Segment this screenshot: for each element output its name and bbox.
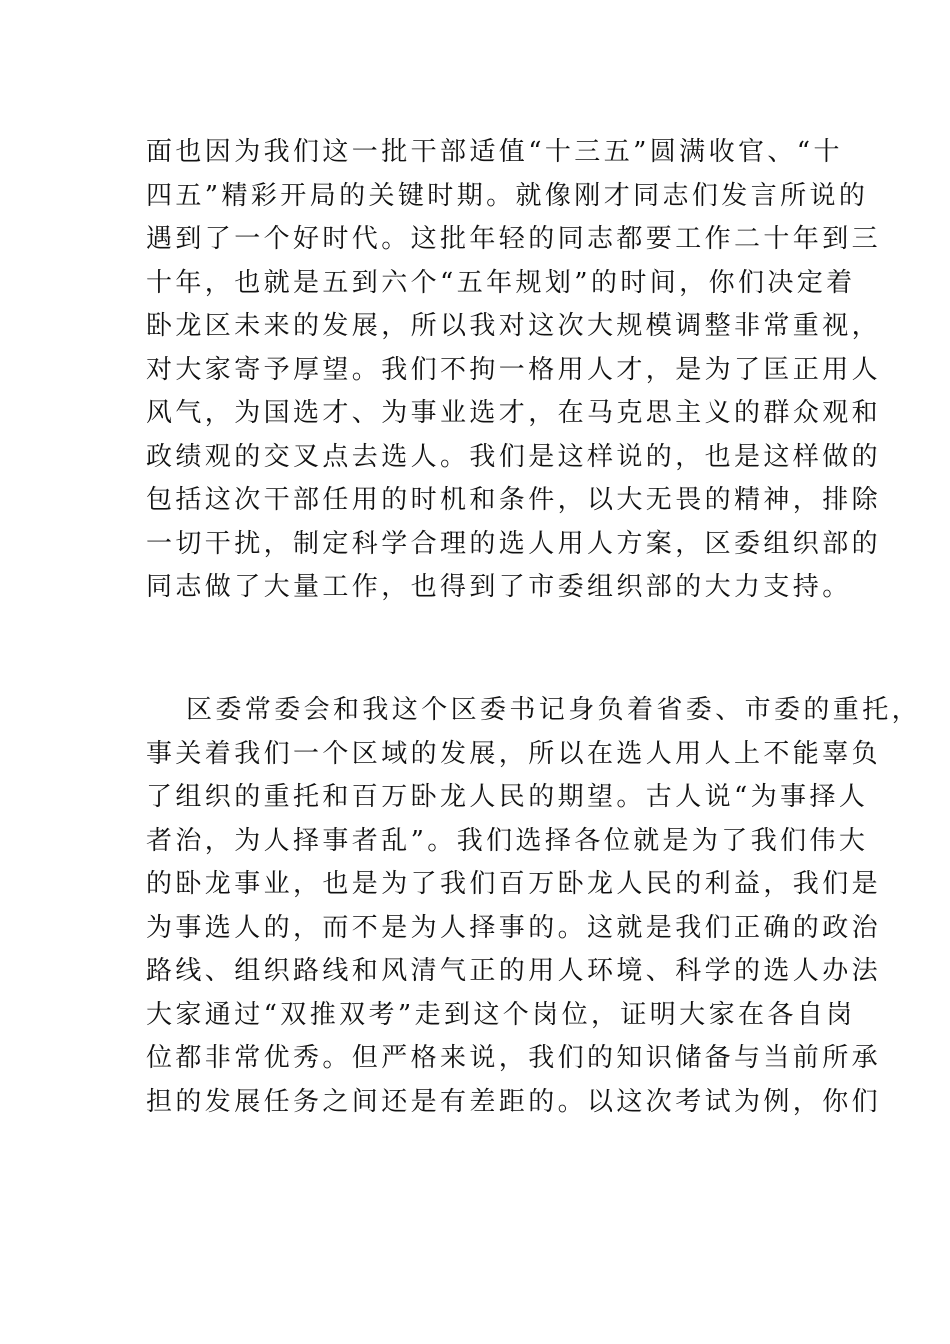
text-line: 卧龙区未来的发展，所以我对这次大规模调整非常重视， [146,311,882,341]
text-line: 为事选人的，而不是为人择事的。这就是我们正确的政治 [146,912,882,943]
text-line: 者治，为人择事者乱”。我们选择各位就是为了我们伟大 [146,825,869,856]
text-line: 面也因为我们这一批干部适值“十三五”圆满收官、“十 [146,137,843,167]
text-line: 对大家寄予厚望。我们不拘一格用人才，是为了匡正用人 [146,354,882,385]
text-line: 风气，为国选才、为事业选才，在马克思主义的群众观和 [146,398,882,428]
text-line: 遇到了一个好时代。这批年轻的同志都要工作二十年到三 [146,224,882,254]
text-line: 的卧龙事业，也是为了我们百万卧龙人民的利益，我们是 [146,869,882,899]
text-line: 同志做了大量工作，也得到了市委组织部的大力支持。 [146,572,852,602]
text-line: 一切干扰，制定科学合理的选人用人方案，区委组织部的 [146,528,882,559]
text-line: 位都非常优秀。但严格来说，我们的知识储备与当前所承 [146,1043,882,1073]
text-line: 四五”精彩开局的关键时期。就像刚才同志们发言所说的 [146,180,869,211]
text-line: 十年，也就是五到六个“五年规划”的时间，你们决定着 [146,267,856,298]
text-line: 路线、组织路线和风清气正的用人环境、科学的选人办法 [146,956,882,986]
paragraph-1 [146,131,882,610]
text-line: 包括这次干部任用的时机和条件，以大无畏的精神，排除 [146,485,882,515]
text-line: 担的发展任务之间还是有差距的。以这次考试为例，你们 [146,1086,882,1117]
text-line: 事关着我们一个区域的发展，所以在选人用人上不能辜负 [146,738,882,769]
text-line: 大家通过“双推双考”走到这个岗位，证明大家在各自岗 [146,999,856,1030]
text-line: 区委常委会和我这个区委书记身负着省委、市委的重托， [186,695,922,725]
text-line: 政绩观的交叉点去选人。我们是这样说的，也是这样做的 [146,441,882,472]
text-line: 了组织的重托和百万卧龙人民的期望。古人说“为事择人 [146,782,869,812]
paragraph-2 [146,689,922,1124]
